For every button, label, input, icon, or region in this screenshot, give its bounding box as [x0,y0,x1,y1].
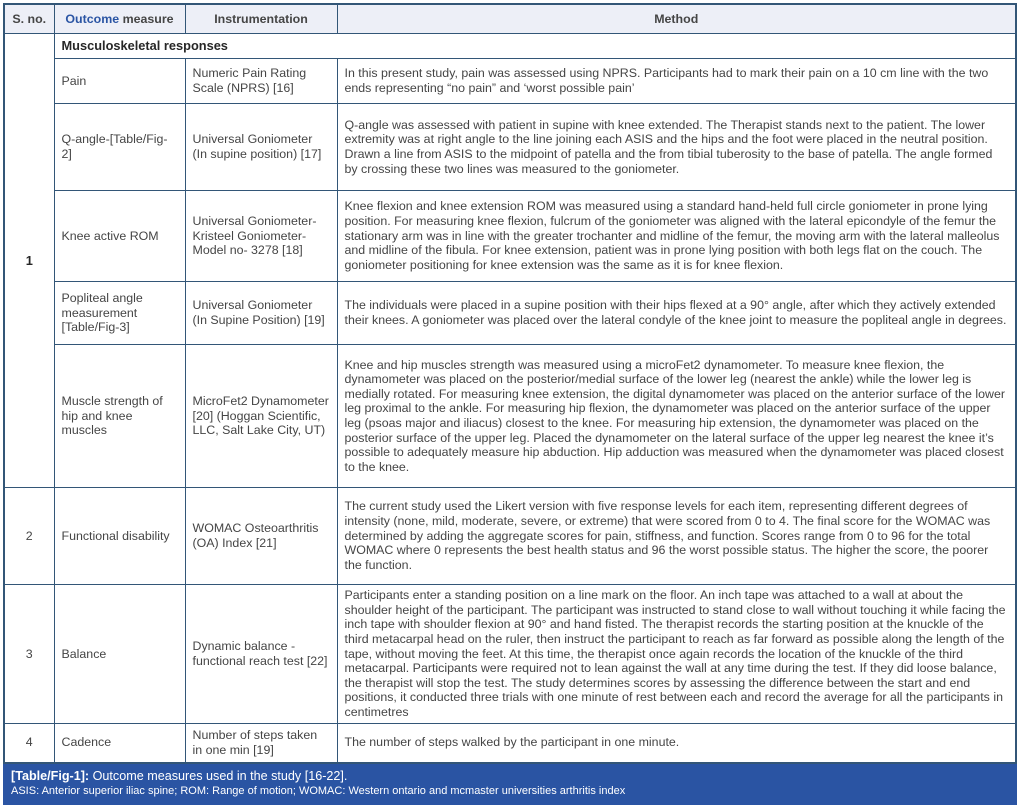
outcome-header-label-dark: measure [122,11,174,26]
method-cell-popliteal-angle: The individuals were placed in a supine position with their hips flexed at a 90° angle, after which they actively extended their knees. A goniometer was placed over the lateral condyle of the knee joint to measure the popliteal angle in degrees. [337,282,1016,345]
sno-cell-group-1: 1 [4,34,54,488]
table-caption-bar [3,764,1017,805]
method-cell-cadence: The number of steps walked by the participant in one minute. [337,723,1016,763]
method-cell-balance: Participants enter a standing position on a line mark on the floor. An inch tape was attached to a wall at about the shoulder height of the participant. The participant was instructed to stand close to wall without touching it while facing the inch tape with shoulder flexion at 90° and hand fisted. The therapist records the starting position at the knuckle of the third metacarpal head on the ruler, then instruct the participant to reach as far forward as possible along the length of the tape, without moving the feet. At this time, the therapist once again records the location of the knuckle of the third metacarpal. Participants were required not to lean against the wall at any time during the test. If they did loose balance, the therapist will stop the test. The study determines scores by assessing the difference between the start and end positions, it conducted three trials with one minute of rest between each and record the average for all the participants in centimetres [337,585,1016,724]
col-header-instrumentation: Instrumentation [185,4,337,34]
table-caption [11,769,1009,785]
instrumentation-cell-popliteal-angle: Universal Goniometer (In Supine Position) [19] [185,282,337,345]
method-cell-pain: In this present study, pain was assessed using NPRS. Participants had to mark their pain on a 10 cm line with the two ends representing “no pain” and ‘worst possible pain’ [337,59,1016,104]
instrumentation-cell-muscle-strength: MicroFet2 Dynamometer [20] (Hoggan Scientific, LLC, Salt Lake City, UT) [185,345,337,488]
row-muscle-strength [4,345,1016,488]
instrumentation-cell-pain: Numeric Pain Rating Scale (NPRS) [16] [185,59,337,104]
row-functional-disability [4,488,1016,585]
outcome-cell-functional-disability: Functional disability [54,488,185,585]
row-popliteal-angle [4,282,1016,345]
outcome-cell-popliteal-angle: Popliteal angle measurement [Table/Fig-3] [54,282,185,345]
outcome-cell-knee-active-rom: Knee active ROM [54,191,185,282]
outcome-cell-muscle-strength: Muscle strength of hip and knee muscles [54,345,185,488]
instrumentation-cell-cadence: Number of steps taken in one min [19] [185,723,337,763]
outcome-cell-balance: Balance [54,585,185,724]
sno-header-label: S. no. [12,11,47,26]
row-knee-active-rom [4,191,1016,282]
table-abbreviations: ASIS: Anterior superior iliac spine; ROM: Range of motion; WOMAC: Western ontario and mcmaster universities arthritis index [11,785,626,798]
row-pain [4,59,1016,104]
outcome-header-label-blue: Outcome [65,11,120,26]
method-cell-muscle-strength: Knee and hip muscles strength was measured using a microFet2 dynamometer. To measure knee flexion, the dynamometer was placed on the posterior/medial surface of the lower leg (nearest the ankle) while the lower leg is medially rotated. For measuring knee extension, the digital dynamometer was placed on the anterior surface of the lower leg proximal to the ankle. For measuring hip flexion, the dynamometer was placed on the anterior surface of the upper leg (psoas major and iliacus) closest to the knee. For measuring hip extension, the dynamometer was placed on the posterior surface of the upper leg. Placed the dynamometer on the lateral surface of the upper leg nearest the knee it’s possible to adequately measure hip abduction. Hip adduction was measured when the dynamometer was placed closest to the knee. [337,345,1016,488]
method-cell-q-angle: Q-angle was assessed with patient in supine with knee extended. The Therapist stands next to the patient. The lower extremity was at right angle to the line joining each ASIS and the hips and the foot were placed in the neutral position. Drawn a line from ASIS to the midpoint of patella and the from tibial tuberosity to the base of patella. The angle formed by crossing these two lines was measured to the goniometer. [337,104,1016,191]
row-cadence [4,723,1016,763]
section-title-musculoskeletal: Musculoskeletal responses [54,34,1016,59]
instrumentation-cell-q-angle: Universal Goniometer (In supine position) [17] [185,104,337,191]
table-header-row [4,4,1016,34]
outcome-measures-table [3,3,1017,764]
instrumentation-cell-knee-active-rom: Universal Goniometer- Kristeel Goniometer- Model no- 3278 [18] [185,191,337,282]
table-caption-text: Outcome measures used in the study [16-22]. [92,768,348,783]
instrumentation-cell-functional-disability: WOMAC Osteoarthritis (OA) Index [21] [185,488,337,585]
col-header-sno [4,4,54,34]
row-musculoskeletal-section [4,34,1016,59]
sno-cell-4: 4 [4,723,54,763]
method-cell-knee-active-rom: Knee flexion and knee extension ROM was measured using a standard hand-held full circle goniometer in prone lying position. For measuring knee flexion, fulcrum of the goniometer was aligned with the lateral epicondyle of the femur the stationary arm was in line with the greater trochanter and midline of the femur, the moving arm with the lateral malleolus and midline of the fibula. For knee extension, patient was in prone lying position with both legs flat on the couch. The goniometer positioning for knee extension was the same as it is for knee flexion. [337,191,1016,282]
outcome-cell-q-angle: Q-angle-[Table/Fig-2] [54,104,185,191]
col-header-outcome-measure [54,4,185,34]
outcome-cell-cadence: Cadence [54,723,185,763]
row-q-angle [4,104,1016,191]
col-header-method: Method [337,4,1016,34]
instrumentation-cell-balance: Dynamic balance -functional reach test [22] [185,585,337,724]
sno-cell-3: 3 [4,585,54,724]
row-balance [4,585,1016,724]
sno-cell-2: 2 [4,488,54,585]
table-caption-label: [Table/Fig-1]: [11,768,90,783]
method-cell-functional-disability: The current study used the Likert version with five response levels for each item, representing different degrees of intensity (none, mild, moderate, severe, or extreme) that were scored from 0 to 4. The final score for the WOMAC was determined by adding the aggregate scores for pain, stiffness, and function. Scores range from 0 to 96 for the total WOMAC where 0 represents the best health status and 96 the worst possible status. The higher the score, the poorer the function. [337,488,1016,585]
outcome-cell-pain: Pain [54,59,185,104]
